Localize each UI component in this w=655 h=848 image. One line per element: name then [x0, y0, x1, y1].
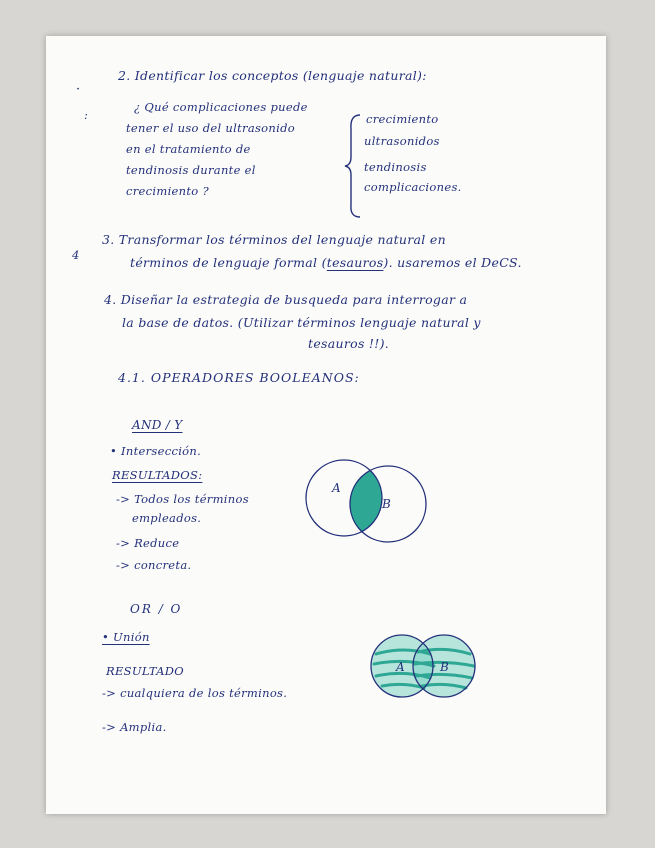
step4-line2: la base de datos. (Utilizar términos lenguaje natural y: [122, 315, 481, 330]
step3-line2: [130, 255, 522, 270]
question-line: en el tratamiento de: [126, 142, 251, 156]
step3-line1: 3. Transformar los términos del lenguaje natural en: [102, 232, 446, 247]
step3-line2-pre: términos de lenguaje formal (: [130, 255, 327, 270]
or-results-label: RESULTADO: [106, 664, 185, 678]
question-line: ¿ Qué complicaciones puede: [134, 100, 308, 114]
question-line: tener el uso del ultrasonido: [126, 121, 295, 135]
concept-item: crecimiento: [366, 112, 439, 126]
and-venn-diagram: [296, 456, 436, 546]
and-venn-label-b: B: [382, 497, 391, 511]
and-result-item: -> Reduce: [116, 536, 180, 550]
or-bullet: • Unión: [102, 630, 150, 644]
and-bullet: • Intersección.: [110, 444, 202, 458]
and-result-item: empleados.: [132, 511, 202, 525]
or-result-item: -> cualquiera de los términos.: [102, 686, 288, 700]
step2-title: 2. Identificar los conceptos (lenguaje natural):: [118, 68, 427, 83]
concept-item: complicaciones.: [364, 180, 462, 194]
tesauros-underlined: tesauros: [326, 255, 384, 270]
step3-line2-post: ). usaremos el DeCS.: [383, 255, 522, 270]
curly-brace: [344, 113, 362, 219]
concept-item: ultrasonidos: [364, 134, 440, 148]
or-venn-label-b: B: [440, 660, 449, 674]
or-heading: OR / O: [130, 602, 183, 616]
step4-line3: tesauros !!).: [308, 336, 390, 351]
notebook-page: [46, 36, 606, 814]
and-result-item: -> concreta.: [116, 558, 192, 572]
and-venn-label-a: A: [332, 481, 341, 495]
or-result-item: -> Amplia.: [102, 720, 167, 734]
question-line: crecimiento ?: [126, 184, 209, 198]
question-line: tendinosis durante el: [126, 163, 256, 177]
step4-line1: 4. Diseñar la estrategia de busqueda para interrogar a: [104, 292, 468, 307]
or-venn-diagram: [364, 632, 484, 702]
concept-item: tendinosis: [364, 160, 427, 174]
section41-title: 4.1. OPERADORES BOOLEANOS:: [118, 370, 360, 385]
or-venn-label-a: A: [396, 660, 405, 674]
and-result-item: -> Todos los términos: [116, 492, 249, 506]
margin-mark-dot: ·: [76, 82, 81, 97]
margin-mark-four: 4: [72, 248, 80, 262]
margin-mark-colon: :: [84, 108, 89, 122]
and-heading: AND / Y: [132, 418, 183, 432]
and-results-label: RESULTADOS:: [112, 468, 203, 482]
